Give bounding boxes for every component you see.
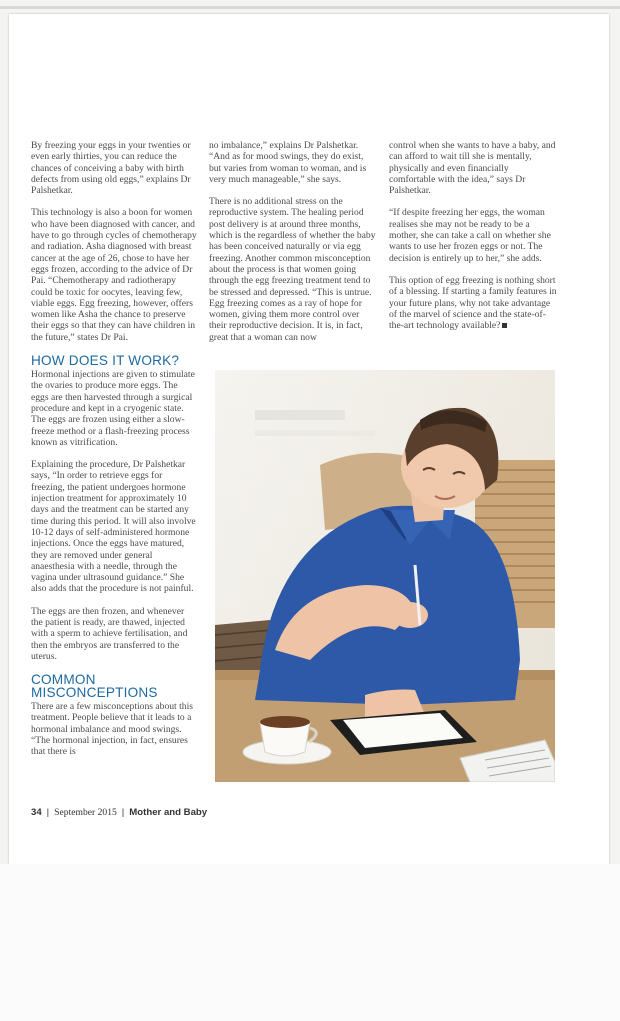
scan-edge-line — [0, 6, 620, 9]
paragraph: Hormonal injections are given to stimulate the ovaries to produce more eggs. The eggs are then harvested through a surgical procedure and kept in a cryogenic state. The eggs are frozen using either a slow-freeze method or a flash-freezing process known as vitrification. — [31, 369, 195, 448]
paragraph: There is no additional stress on the reproductive system. The healing period post delivery is at around three months, which is the regardless of whether the baby has been conceived naturally or via egg freezing. Another common misconception about the process is that women going through the egg freezing treatment tend to be stressed and depressed. “This is untrue. Egg freezing comes as a ray of hope for women, giving them more control over their reproductive decision. It is, in fact, great that a woman can now — [209, 196, 376, 343]
paragraph: “If despite freezing her eggs, the woman realises she may not be ready to be a mother, she can take a call on whether she wants to use her frozen eggs or not. The decision is entirely up to her,” she adds. — [389, 207, 551, 264]
page-number: 34 — [31, 807, 42, 818]
paragraph: The eggs are then frozen, and whenever the patient is ready, are thawed, injected with a sperm to achieve fertilisation, and then the embryos are transferred to the uterus. — [31, 605, 188, 662]
article-column-1 — [31, 140, 197, 769]
paragraph: Explaining the procedure, Dr Palshetkar says, “In order to retrieve eggs for freezing, the patient undergoes hormone injection treatment for approximately 10 days and the treatment can be started any time during this period. It will also involve 10-12 days of self-administered hormone injections. Once the eggs have matured, they are removed under general anaesthesia with a needle, through the vagina under ultrasound guidance.” She also adds that the procedure is not painful. — [31, 459, 196, 595]
paragraph: control when she wants to have a baby, and can afford to wait till she is mentally, physically and even financially comfortable with the idea,” says Dr Palshetkar. — [389, 140, 556, 197]
article-column-2 — [209, 140, 377, 354]
paragraph: By freezing your eggs in your twenties or even early thirties, you can reduce the chances of conceiving a baby with birth defects from using old eggs,” explains Dr Palshetkar. — [31, 140, 191, 197]
paragraph: no imbalance,” explains Dr Palshetkar. “And as for mood swings, they do exist, but varies from woman to woman, and is very much manageable,” she says. — [209, 140, 367, 185]
issue-date: September 2015 — [54, 807, 117, 818]
woman-writing-at-table-photo — [215, 370, 555, 782]
paragraph: This technology is also a boon for women who have been diagnosed with cancer, and have to go through cycles of chemotherapy and radiation. Asha diagnosed with breast cancer at the age of 26, chose to have her eggs frozen, according to the advice of Dr Pai. “Chemotherapy and radiotherapy could be toxic for oocytes, leaving few, viable eggs. Egg freezing, however, offers women like Asha the chance to preserve their eggs so that they can have children in the future,” states Dr Pai. — [31, 207, 197, 343]
section-heading-how-it-works: HOW DOES IT WORK? — [31, 353, 180, 369]
magazine-name: Mother and Baby — [129, 807, 208, 818]
end-mark-icon — [502, 323, 507, 328]
paragraph — [389, 275, 557, 331]
section-heading-misconceptions: COMMON MISCONCEPTIONS — [31, 672, 158, 701]
closing-paragraph-text: This option of egg freezing is nothing short of a blessing. If starting a family features in your future plans, why not take advantage of the marvel of science and the state-of-the-art technology available? — [389, 274, 557, 332]
scanner-bed-area — [0, 864, 620, 1021]
footer-divider: | — [121, 807, 125, 818]
paragraph: There are a few misconceptions about this treatment. People believe that it leads to a hormonal imbalance and mood swings. “The hormonal injection, in fact, ensures that there is — [31, 701, 193, 758]
article-column-3 — [389, 140, 557, 342]
footer-divider: | — [46, 807, 50, 818]
page-footer — [31, 807, 207, 818]
